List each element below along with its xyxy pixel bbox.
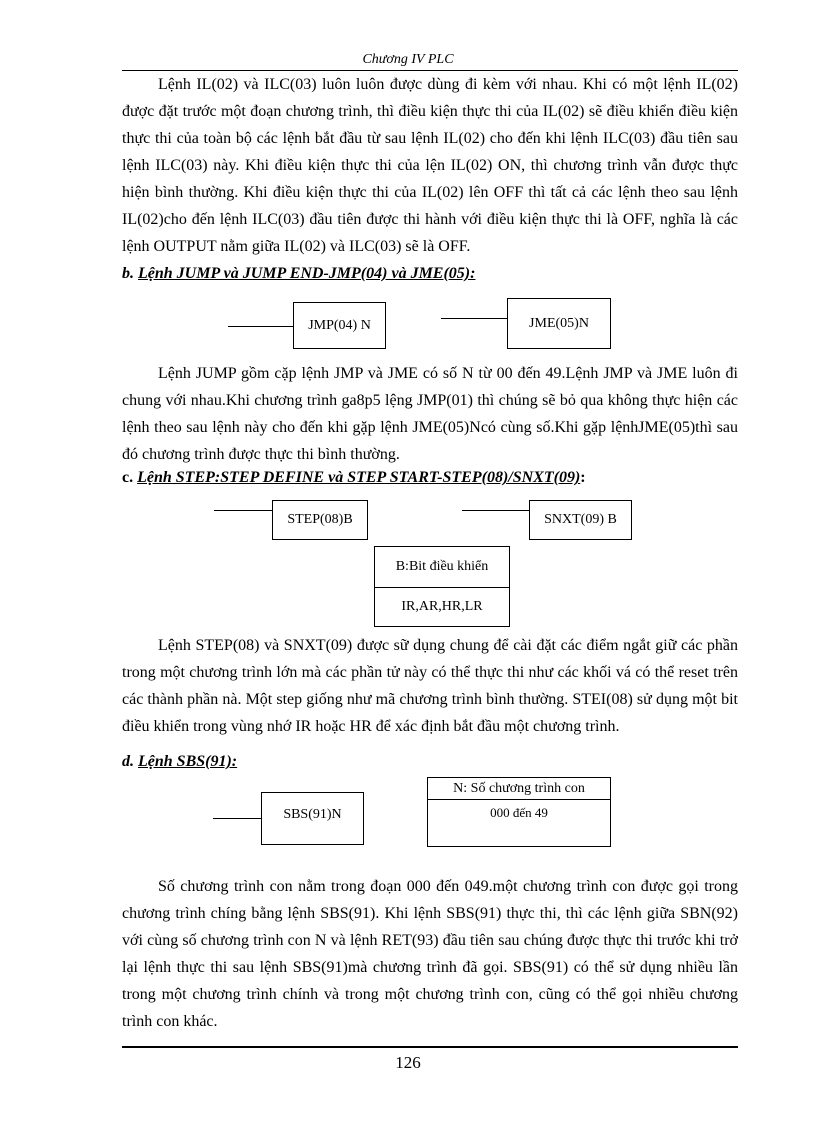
sub-table-header: N: Số chương trình con — [428, 778, 610, 800]
paragraph-step — [122, 632, 738, 740]
sbs-input-line — [213, 818, 261, 819]
page-number: 126 — [395, 1053, 421, 1072]
subroutine-table — [427, 777, 611, 847]
snxt-box: SNXT(09) B — [529, 500, 632, 540]
footer-rule — [122, 1046, 738, 1048]
jmp-box: JMP(04) N — [293, 302, 386, 349]
heading-step — [122, 469, 586, 487]
heading-jump — [122, 265, 475, 283]
sbs-box: SBS(91)N — [261, 792, 364, 845]
page-header: Chương IV PLC — [362, 52, 454, 67]
snxt-input-line — [462, 510, 529, 511]
bit-table-value: IR,AR,HR,LR — [401, 599, 483, 614]
paragraph-text: Lệnh IL(02) và ILC(03) luôn luôn được dùng đi kèm với nhau. Khi có một lệnh IL(02) được đặt trước một đoạn chương trình, thì điều kiện thực thi của IL(02) sẽ điều khiển điều kiện thực thi của toàn bộ các lệnh bắt đầu từ sau lệnh IL(02) cho đến khi lệnh ILC(03) đầu tiên sau lệnh ILC(03) này. Khi điều kiện thực thi của lện IL(02) ON, thì chương trình vẫn được thực hiện bình thường. Khi điều kiện thực thi của IL(02) lên OFF thì tất cả các lệnh theo sau lệnh IL(02)cho đến lệnh ILC(03) đầu tiên được thi hành với điều kiện thực thi là OFF, nghĩa là các lệnh OUTPUT nằm giữa IL(02) và ILC(03) sẽ là OFF. — [122, 76, 738, 255]
jme-box: JME(05)N — [507, 298, 611, 349]
heading-prefix: c. — [122, 469, 138, 486]
paragraph-il-ilc — [122, 71, 738, 260]
step-input-line — [214, 510, 272, 511]
paragraph-text: Lệnh JUMP gồm cặp lệnh JMP và JME có số N từ 00 đến 49.Lệnh JMP và JME luôn đi chung với nhau.Khi chương trình ga8p5 lệng JMP(01) thì chúng sẽ bỏ qua không thực hiện các lệnh theo sau lệnh này cho đến khi gặp lệnh JME(05)Ncó cùng số.Khi gặp lệnhJME(05)thì sau đó chương trình được thực thi bình thường. — [122, 365, 738, 463]
paragraph-text: Lệnh STEP(08) và SNXT(09) được sữ dụng chung để cài đặt các điểm ngắt giữ các phần trong một chương trình lớn mà các phần tử này có thể thực thi như các khối vá có thể reset trên các thành phần nà. Một step giống như mã chương trình bình thường. STEI(08) sử dụng một bit điều khiển trong vùng nhớ IR hoặc HR để xác định bắt đầu một chương trình. — [122, 637, 738, 735]
heading-title: Lệnh STEP:STEP DEFINE và STEP START-STEP(08)/SNXT(09) — [137, 469, 581, 486]
step-box: STEP(08)B — [272, 500, 368, 540]
jmp-input-line — [228, 326, 293, 327]
paragraph-text: Số chương trình con nằm trong đoạn 000 đến 049.một chương trình con được gọi trong chương trình chíng bằng lệnh SBS(91). Khi lệnh SBS(91) thực thi, thì các lệnh giữa SBN(92) với cùng số chương trình con N và lệnh RET(93) đầu tiên sau chúng được thực thi trước khi trở lại lệnh thực thi sau lệnh SBS(91)mà chương trình đã gọi. SBS(91) có thể sử dụng nhiều lần trong một chương trình chính và trong một chương trình con, cũng có thể gọi nhiều chương trình con khác. — [122, 878, 738, 1030]
bit-table-header: B:Bit điều khiển — [375, 547, 509, 588]
heading-title: Lệnh SBS(91): — [138, 753, 238, 770]
paragraph-jump — [122, 360, 738, 468]
sub-table-value: 000 đến 49 — [490, 805, 548, 820]
heading-title: Lệnh JUMP và JUMP END-JMP(04) và JME(05): — [138, 265, 476, 282]
heading-prefix: d. — [122, 753, 138, 770]
jme-input-line — [441, 318, 507, 319]
heading-sbs — [122, 753, 237, 771]
paragraph-sbs — [122, 873, 738, 1035]
heading-suffix: : — [580, 469, 586, 486]
heading-prefix: b. — [122, 265, 138, 282]
bit-control-table — [374, 546, 510, 627]
